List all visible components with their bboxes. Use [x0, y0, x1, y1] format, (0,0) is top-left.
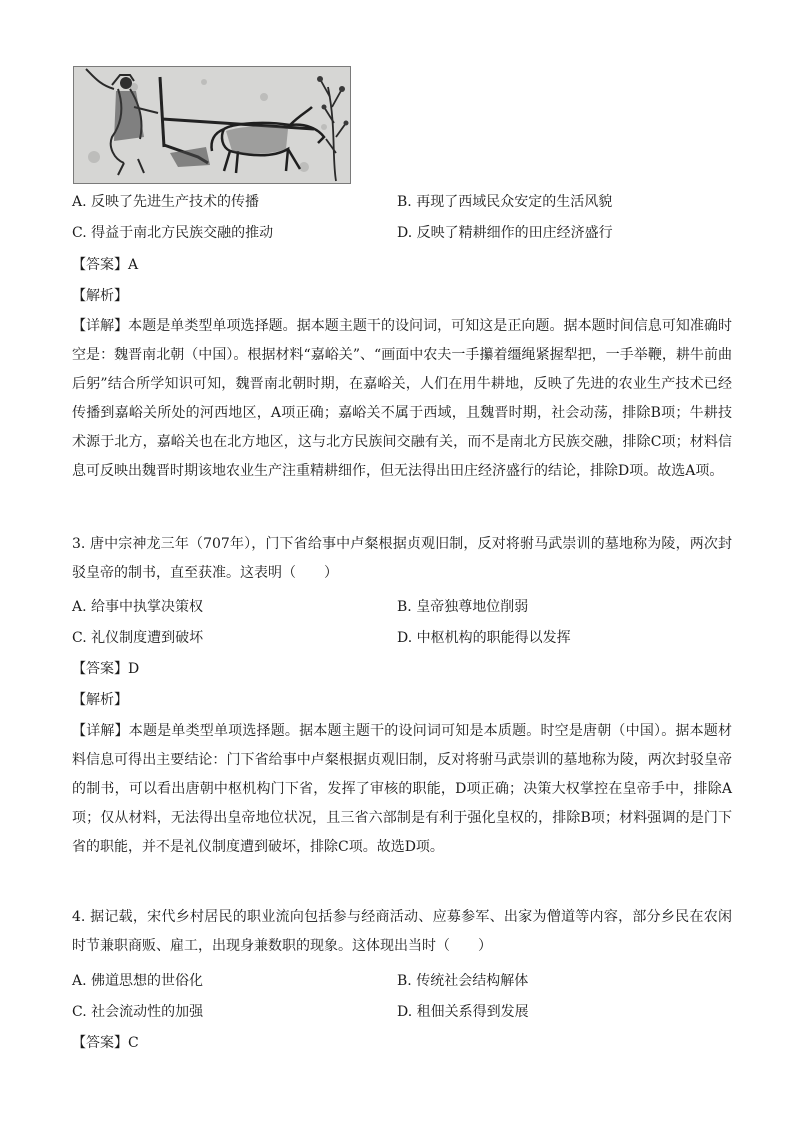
q2-option-d: D. 反映了精耕细作的田庄经济盛行 [397, 225, 613, 241]
q2-option-a: A. 反映了先进生产技术的传播 [72, 194, 260, 210]
q2-analysis-label: 【解析】 [72, 288, 128, 304]
mural-image-ox-plowing [73, 66, 351, 184]
q2-detail-paragraph: 【详解】本题是单类型单项选择题。据本题主题干的设问词，可知这是正向题。据本题时间信息可知准确时空是：魏晋南北朝（中国）。根据材料“嘉峪关”、“画面中农夫一手攥着缰绳紧握犁把，一手举鞭，耕牛前曲后躬”结合所学知识可知，魏晋南北朝时期，在嘉峪关，人们在用牛耕地，反映了先进的农业生产技术已经传播到嘉峪关所处的河西地区，A项正确；嘉峪关不属于西域，且魏晋时期，社会动荡，排除B项；牛耕技术源于北方，嘉峪关也在北方地区，这与北方民族间交融有关，而不是南北方民族交融，排除C项；材料信息可反映出魏晋时期该地农业生产注重精耕细作，但无法得出田庄经济盛行的结论，排除D项。故选A项。 [72, 318, 732, 479]
q4-option-a: A. 佛道思想的世俗化 [72, 973, 204, 989]
q4-option-b: B. 传统社会结构解体 [397, 973, 529, 989]
q3-option-a: A. 给事中执掌决策权 [72, 599, 204, 615]
q4-option-d: D. 租佃关系得到发展 [397, 1004, 529, 1020]
q2-answer: 【答案】A [72, 257, 139, 273]
q3-analysis-label: 【解析】 [72, 692, 128, 708]
q4-option-c: C. 社会流动性的加强 [72, 1004, 204, 1020]
q4-answer: 【答案】C [72, 1035, 139, 1051]
q3-answer: 【答案】D [72, 661, 140, 677]
q3-detail-paragraph: 【详解】本题是单类型单项选择题。据本题主题干的设问词可知是本质题。时空是唐朝（中国）。据本题材料信息可得出主要结论：门下省给事中卢粲根据贞观旧制，反对将驸马武崇训的墓地称为陵，两次封驳皇帝的制书，可以看出唐朝中枢机构门下省，发挥了审核的职能，D项正确；决策大权掌控在皇帝手中，排除A项；仅从材料，无法得出皇帝地位状况，且三省六部制是有利于强化皇权的，排除B项；材料强调的是门下省的职能，并不是礼仪制度遭到破坏，排除C项。故选D项。 [72, 723, 732, 855]
q2-option-b: B. 再现了西域民众安定的生活风貌 [397, 194, 613, 210]
q2-option-c: C. 得益于南北方民族交融的推动 [72, 225, 274, 241]
q3-option-b: B. 皇帝独尊地位削弱 [397, 599, 529, 615]
mural-drawing [74, 67, 350, 183]
q3-stem: 3. 唐中宗神龙三年（707年），门下省给事中卢粲根据贞观旧制，反对将驸马武崇训的墓地称为陵，两次封驳皇帝的制书，直至获准。这表明（ ） [72, 536, 732, 581]
q4-stem: 4. 据记载，宋代乡村居民的职业流向包括参与经商活动、应募参军、出家为僧道等内容，部分乡民在农闲时节兼职商贩、雇工，出现身兼数职的现象。这体现出当时（ ） [72, 909, 732, 954]
q3-option-c: C. 礼仪制度遭到破坏 [72, 630, 204, 646]
q3-option-d: D. 中枢机构的职能得以发挥 [397, 630, 571, 646]
